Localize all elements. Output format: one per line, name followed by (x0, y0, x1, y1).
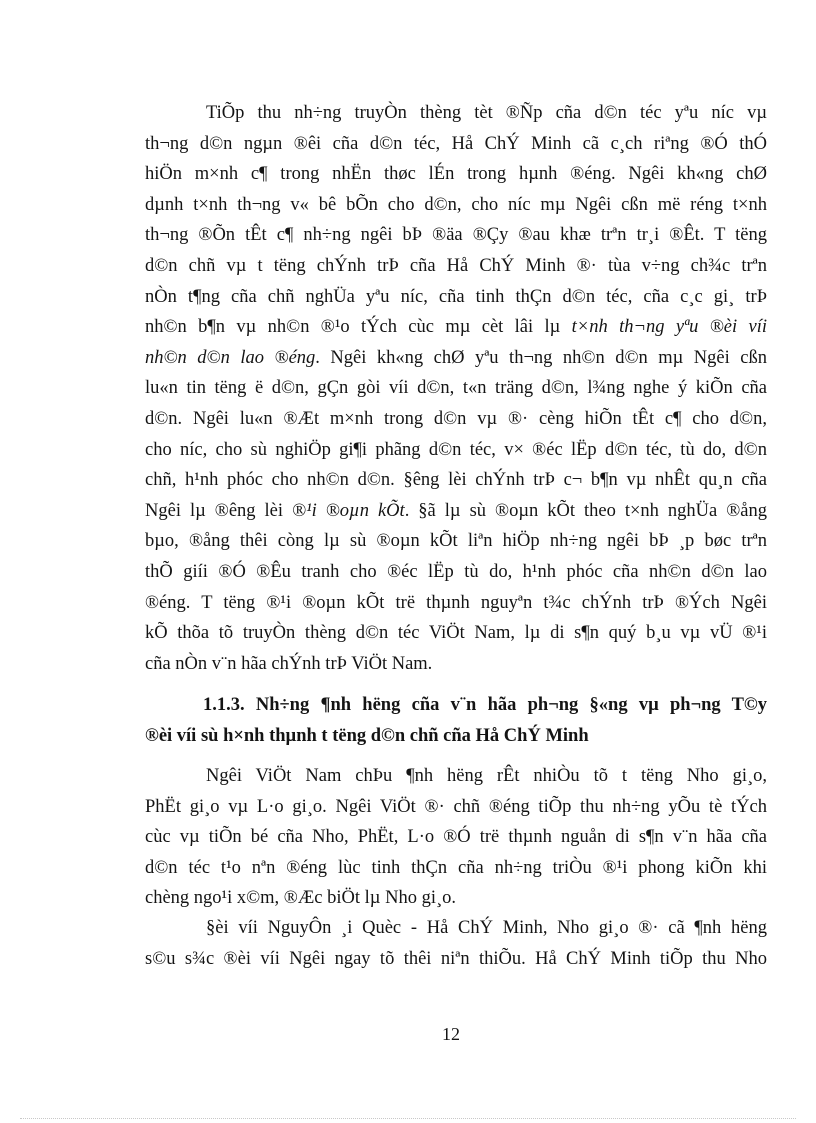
text-run: Ngêi lµ ®êng lèi (145, 500, 293, 521)
text-line: hiÖn m×nh c¶ trong nhËn thøc lÉn trong hµnh ®éng. Ngêi kh«ng chØ (145, 164, 767, 185)
text-line: d©n. Ngêi lu«n ®Æt m×nh trong d©n vµ ®· cèng hiÕn tÊt c¶ cho d©n, (145, 408, 767, 429)
text-line: s©u s¾c ®èi víi Ngêi ngay tõ thêi niªn thiÕu. Hå ChÝ Minh tiÕp thu Nho (145, 948, 767, 969)
page-number: 12 (442, 1024, 460, 1044)
text-line: chñ, h¹nh phóc cho nh©n d©n. §êng lèi chÝnh trÞ c¬ b¶n vµ nhÊt qu¸n cña (145, 470, 767, 491)
page-bottom-divider (20, 1118, 796, 1119)
text-line: thÕ giíi ®Ó ®Êu tranh cho ®éc lËp tù do, h¹nh phóc cña nh©n d©n lao (145, 561, 767, 582)
text-line: PhËt gi¸o vµ L·o gi¸o. Ngêi ViÖt ®· chñ ®éng tiÕp thu nh÷ng yÕu tè tÝch (145, 796, 767, 817)
text-line: d©n chñ vµ t tëng chÝnh trÞ cña Hå ChÝ Minh ®· tùa v÷ng ch¾c trªn (145, 255, 767, 276)
text-line (145, 496, 767, 527)
text-line: ®éng. T tëng ®¹i ®oµn kÕt trë thµnh nguyªn t¾c chÝnh trÞ ®Ých Ngêi (145, 592, 767, 613)
text-run: nh©n b¶n vµ nh©n ®¹o tÝch cùc mµ cèt lâi lµ (145, 317, 572, 338)
text-run: . Ngêi kh«ng chØ yªu th¬ng nh©n d©n mµ Ngêi cßn (315, 347, 767, 368)
paragraph-2 (145, 761, 767, 914)
section-heading (145, 690, 767, 751)
text-run: . §ã lµ sù ®oµn kÕt theo t×nh nghÜa ®ång (404, 500, 767, 521)
emphasis-text: ®¹i ®oµn kÕt (292, 500, 405, 521)
text-line: TiÕp thu nh÷ng truyÒn thèng tèt ®Ñp cña d©n téc yªu níc vµ (206, 103, 767, 123)
text-line: §èi víi NguyÔn ¸i Quèc - Hå ChÝ Minh, Nho gi¸o ®· cã ¶nh hëng (206, 918, 767, 938)
emphasis-text: t×nh th¬ng yªu ®èi víi (571, 317, 767, 338)
text-line: cùc vµ tiÕn bé cña Nho, PhËt, L·o ®Ó trë thµnh nguån di s¶n v¨n hãa cña (145, 827, 767, 848)
text-line: nÒn t¶ng cña chñ nghÜa yªu níc, cña tinh thÇn d©n téc, cña c¸c gi¸ trÞ (145, 286, 767, 307)
text-line: cña nÒn v¨n hãa chÝnh trÞ ViÖt Nam. (145, 653, 433, 674)
heading-line: ®èi víi sù h×nh thµnh t tëng d©n chñ cña Hå ChÝ Minh (145, 725, 589, 746)
text-line: kÕ thõa tõ truyÒn thèng d©n téc ViÖt Nam, lµ di s¶n quý b¸u vµ vÜ ®¹i (145, 623, 767, 644)
text-line: th¬ng ®Õn tÊt c¶ nh÷ng ngêi bÞ ®äa ®Çy ®au khæ trªn tr¸i ®Êt. T tëng (145, 225, 767, 246)
text-line: d©n téc t¹o nªn ®éng lùc tinh thÇn cña nh÷ng triÒu ®¹i phong kiÕn khi (145, 857, 767, 878)
text-line (145, 312, 767, 343)
heading-line: 1.1.3. Nh÷ng ¶nh hëng cña v¨n hãa ph¬ng §«ng vµ ph¬ng T©y (203, 695, 767, 715)
text-line: lu«n tin tëng ë d©n, gÇn gòi víi d©n, t«n träng d©n, l¾ng nghe ý kiÕn cña (145, 378, 767, 399)
text-line: th¬ng d©n ngµn ®êi cña d©n téc, Hå ChÝ Minh cã c¸ch riªng ®Ó thÓ (145, 133, 767, 154)
paragraph-1 (145, 98, 767, 679)
text-line: Ngêi ViÖt Nam chÞu ¶nh hëng rÊt nhiÒu tõ t tëng Nho gi¸o, (206, 766, 767, 786)
text-line: cho níc, cho sù nghiÖp gi¶i phãng d©n téc, v× ®éc lËp d©n téc, tù do, d©n (145, 439, 767, 460)
paragraph-3 (145, 913, 767, 974)
text-line: bµo, ®ång thêi còng lµ sù ®oµn kÕt liªn hiÖp nh÷ng ngêi bÞ ¸p bøc trªn (145, 531, 767, 552)
text-line (145, 343, 767, 374)
emphasis-text: nh©n d©n lao ®éng (145, 347, 316, 368)
text-line: chèng ngo¹i x©m, ®Æc biÖt lµ Nho gi¸o. (145, 888, 456, 909)
text-line: dµnh t×nh th¬ng v« bê bÕn cho d©n, cho níc mµ Ngêi cßn më réng t×nh (145, 194, 767, 215)
